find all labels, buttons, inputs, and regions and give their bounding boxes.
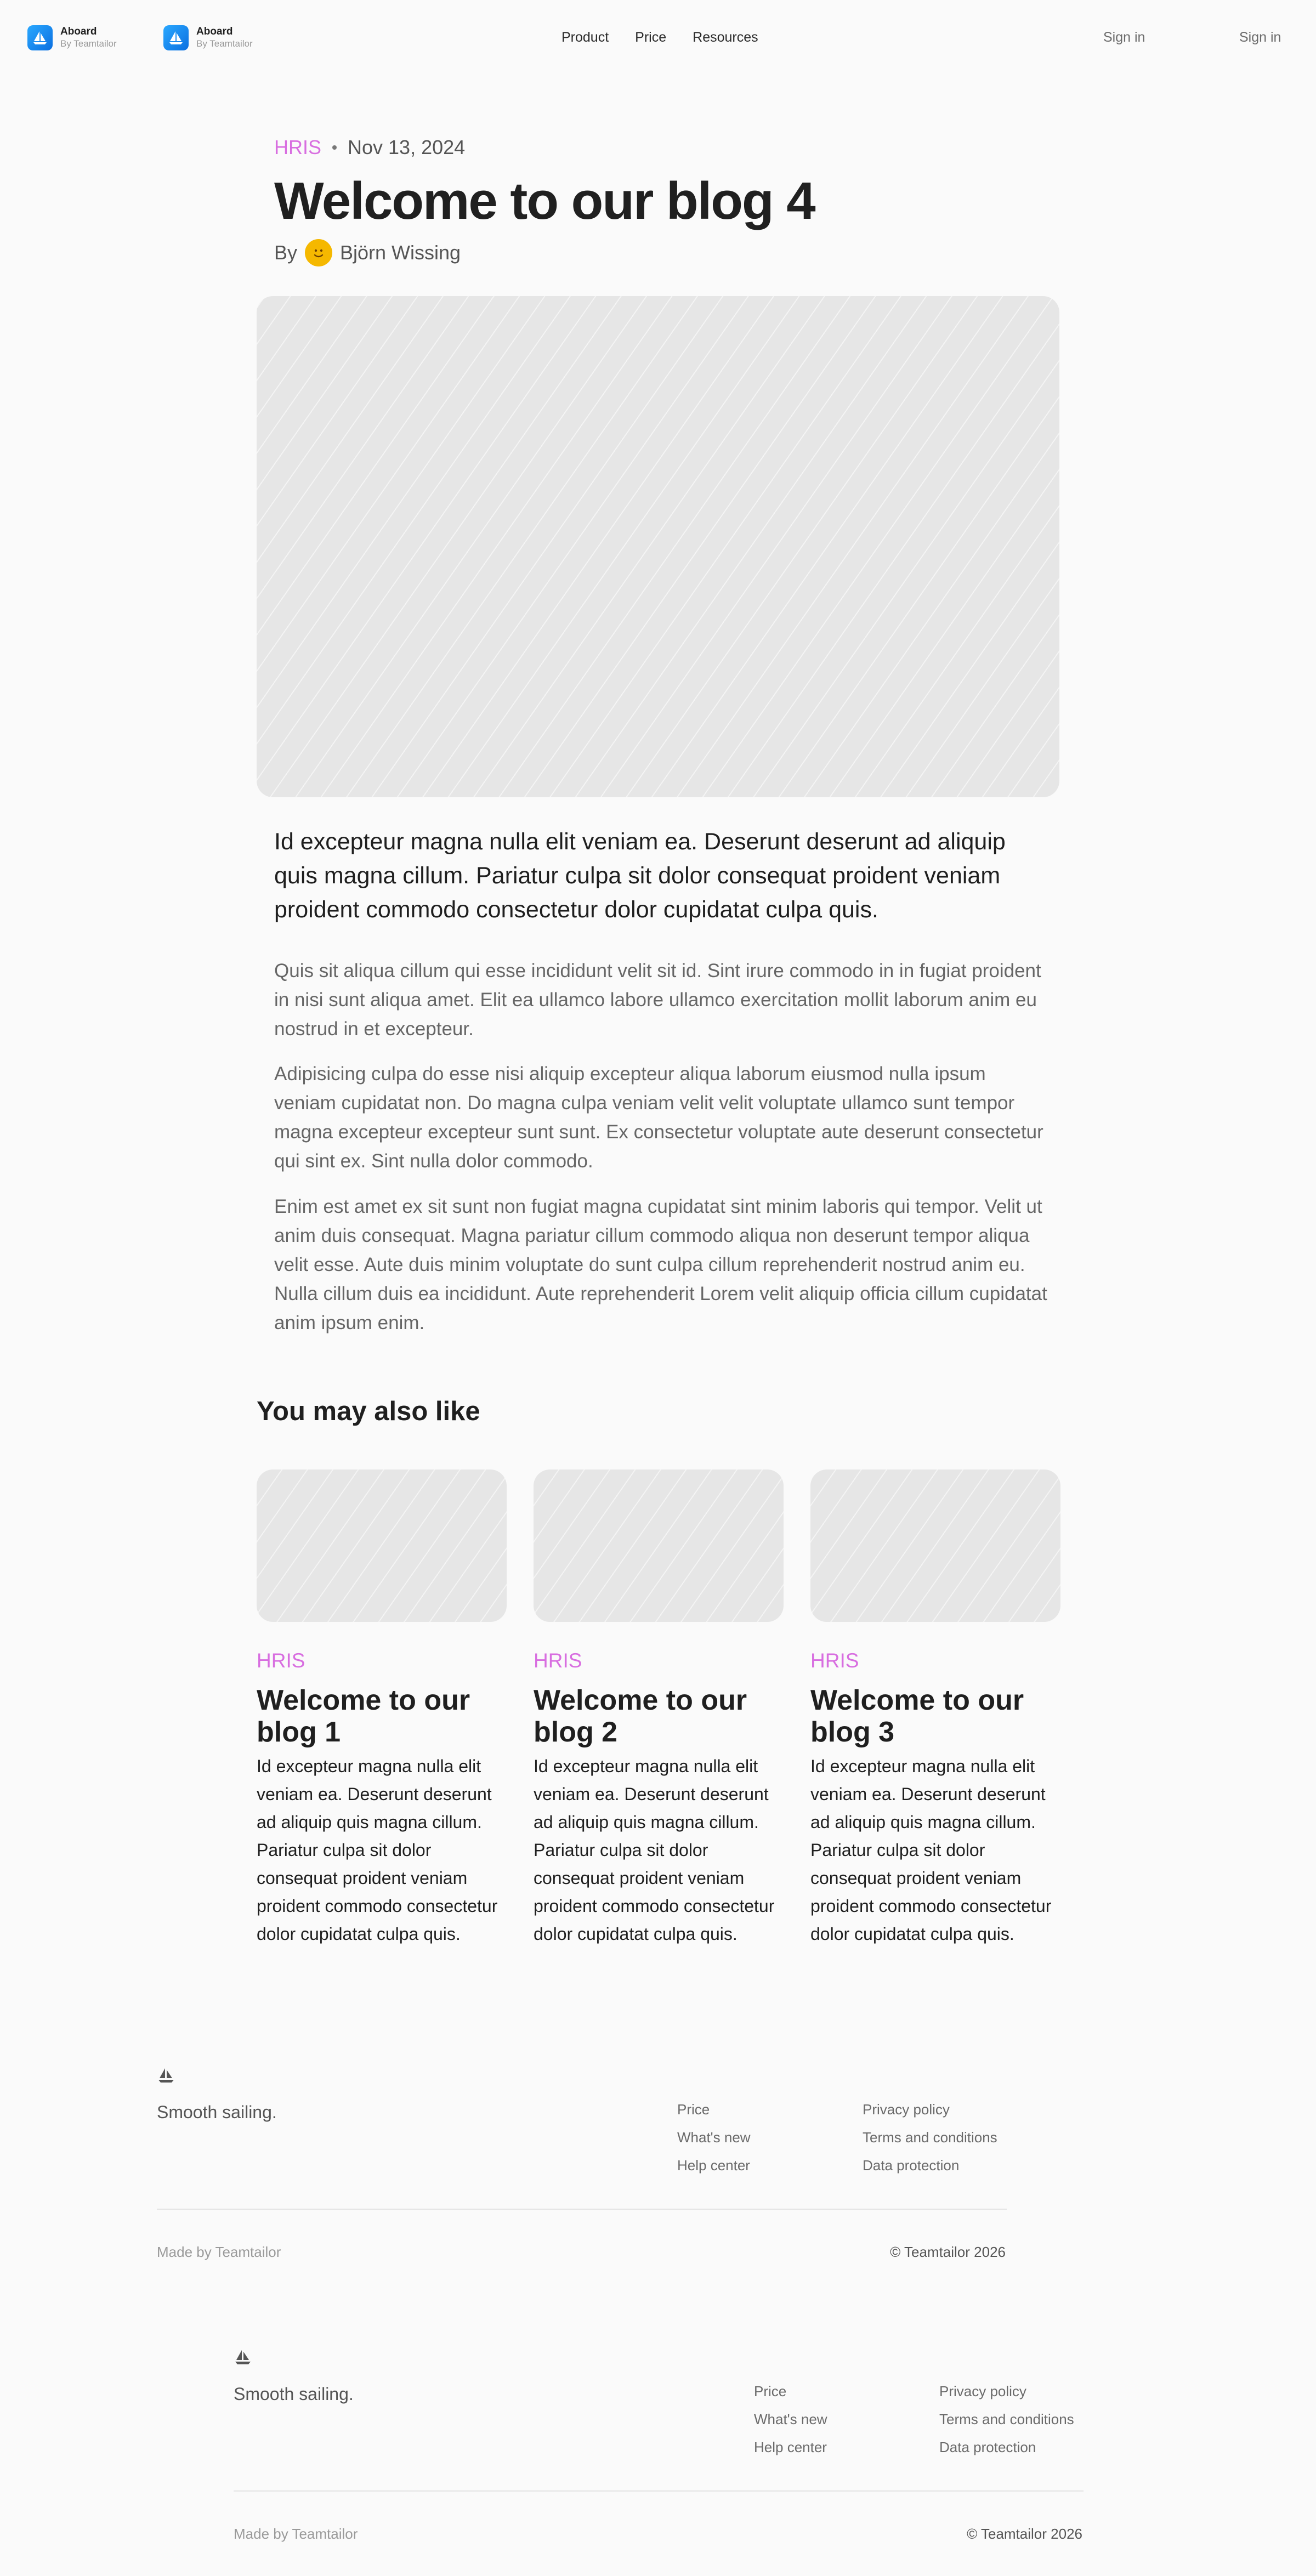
related-card-1[interactable] [257,1469,507,1948]
footer-link-help-center[interactable]: Help center [677,2157,750,2174]
hero-image [257,296,1059,797]
footer-link-privacy[interactable]: Privacy policy [863,2101,950,2118]
post-category[interactable]: HRIS [274,136,322,158]
sign-in-link[interactable]: Sign in [1103,30,1145,45]
footer-link-data-protection[interactable]: Data protection [939,2439,1036,2455]
author-name[interactable]: Björn Wissing [340,241,461,264]
meta-separator [332,145,337,150]
card-title: Welcome to our blog 1 [257,1684,470,1748]
card-category: HRIS [534,1649,582,1672]
nav-price[interactable]: Price [635,30,667,45]
footer-link-terms[interactable]: Terms and conditions [863,2129,997,2146]
related-title: You may also like [257,1397,480,1426]
main-nav [561,30,758,46]
card-image [810,1469,1060,1622]
sign-in-link-secondary[interactable]: Sign in [1239,30,1281,45]
copyright: © Teamtailor 2026 [967,2526,1082,2542]
footer-link-help-center[interactable]: Help center [754,2439,827,2455]
footer-link-whats-new[interactable]: What's new [754,2411,827,2427]
footer-links-col-2 [939,2378,1074,2461]
card-image [257,1469,507,1622]
nav-resources[interactable]: Resources [693,30,758,45]
footer-link-privacy[interactable]: Privacy policy [939,2383,1026,2399]
made-by: Made by Teamtailor [234,2526,358,2542]
brand-link-secondary[interactable] [163,25,253,50]
sailboat-icon [157,2067,175,2086]
brand-subtitle: By Teamtailor [196,38,253,49]
footer-links-col-1 [754,2378,827,2461]
footer-link-price[interactable]: Price [677,2101,710,2118]
related-card-2[interactable] [534,1469,784,1948]
brand-subtitle: By Teamtailor [60,38,117,49]
post-date: Nov 13, 2024 [348,136,466,158]
post-paragraph-2: Adipisicing culpa do esse nisi aliquip excepteur aliqua laborum eiusmod nulla ipsum veniam cupidatat non. Do magna culpa veniam velit velit voluptate ullamco sunt tempor magna excepteur excepteur sunt sunt. Ex consectetur voluptate aute deserunt consectetur qui sint ex. Sint nulla dolor commodo. [274,1063,1043,1172]
footer-links-col-2 [863,2096,997,2180]
sailboat-logo-icon [163,25,189,50]
brand-link[interactable] [27,25,117,50]
footer-divider [157,2209,1007,2210]
post-title: Welcome to our blog 4 [274,172,815,230]
copyright: © Teamtailor 2026 [890,2244,1006,2260]
related-card-3[interactable] [810,1469,1060,1948]
post-paragraph-1: Quis sit aliqua cillum qui esse incididunt velit sit id. Sint irure commodo in in fugiat proident in nisi sunt aliqua amet. Elit ea ullamco labore ullamco exercitation mollit laborum anim eu nostrud in et excepteur. [274,960,1041,1040]
footer-tagline: Smooth sailing. [157,2102,277,2122]
brand-name: Aboard [60,26,97,38]
footer-link-whats-new[interactable]: What's new [677,2129,751,2146]
post-lead: Id excepteur magna nulla elit veniam ea. Deserunt deserunt ad aliquip quis magna cillum. Pariatur culpa sit dolor consequat proident veniam proident commodo consectetur dolor cupidatat culpa quis. [274,829,1006,923]
card-text: Id excepteur magna nulla elit veniam ea. Deserunt deserunt ad aliquip quis magna cillum. Pariatur culpa sit dolor consequat proident veniam proident commodo consectetur dolor cupidatat culpa quis. [534,1756,775,1944]
sailboat-icon [234,2349,252,2368]
footer-link-terms[interactable]: Terms and conditions [939,2411,1074,2427]
brand-name: Aboard [196,26,233,38]
post-meta [274,136,465,159]
footer-divider [234,2490,1084,2492]
footer-links-col-1 [677,2096,751,2180]
card-title: Welcome to our blog 3 [810,1684,1024,1748]
card-image [534,1469,784,1622]
card-text: Id excepteur magna nulla elit veniam ea. Deserunt deserunt ad aliquip quis magna cillum. Pariatur culpa sit dolor consequat proident veniam proident commodo consectetur dolor cupidatat culpa quis. [257,1756,498,1944]
card-category: HRIS [257,1649,305,1672]
sailboat-logo-icon [27,25,53,50]
smiley-avatar [305,239,332,266]
card-category: HRIS [810,1649,859,1672]
nav-product[interactable]: Product [561,30,609,45]
footer-link-price[interactable]: Price [754,2383,787,2399]
post-paragraph-3: Enim est amet ex sit sunt non fugiat magna cupidatat sint minim laboris qui tempor. Velit ut anim duis consequat. Magna pariatur cillum commodo aliqua non deserunt tempor aliqua velit esse. Aute duis minim voluptate do sunt culpa cillum reprehenderit nostrud anim eu. Nulla cillum duis ea incididunt. Aute reprehenderit Lorem velit aliquip officia cillum cupidatat anim ipsum enim. [274,1196,1047,1334]
byline-prefix: By [274,241,298,264]
card-text: Id excepteur magna nulla elit veniam ea. Deserunt deserunt ad aliquip quis magna cillum. Pariatur culpa sit dolor consequat proident veniam proident commodo consectetur dolor cupidatat culpa quis. [810,1756,1052,1944]
footer-link-data-protection[interactable]: Data protection [863,2157,960,2174]
post-byline [274,239,461,266]
footer-tagline: Smooth sailing. [234,2384,354,2404]
card-title: Welcome to our blog 2 [534,1684,747,1748]
made-by: Made by Teamtailor [157,2244,281,2260]
